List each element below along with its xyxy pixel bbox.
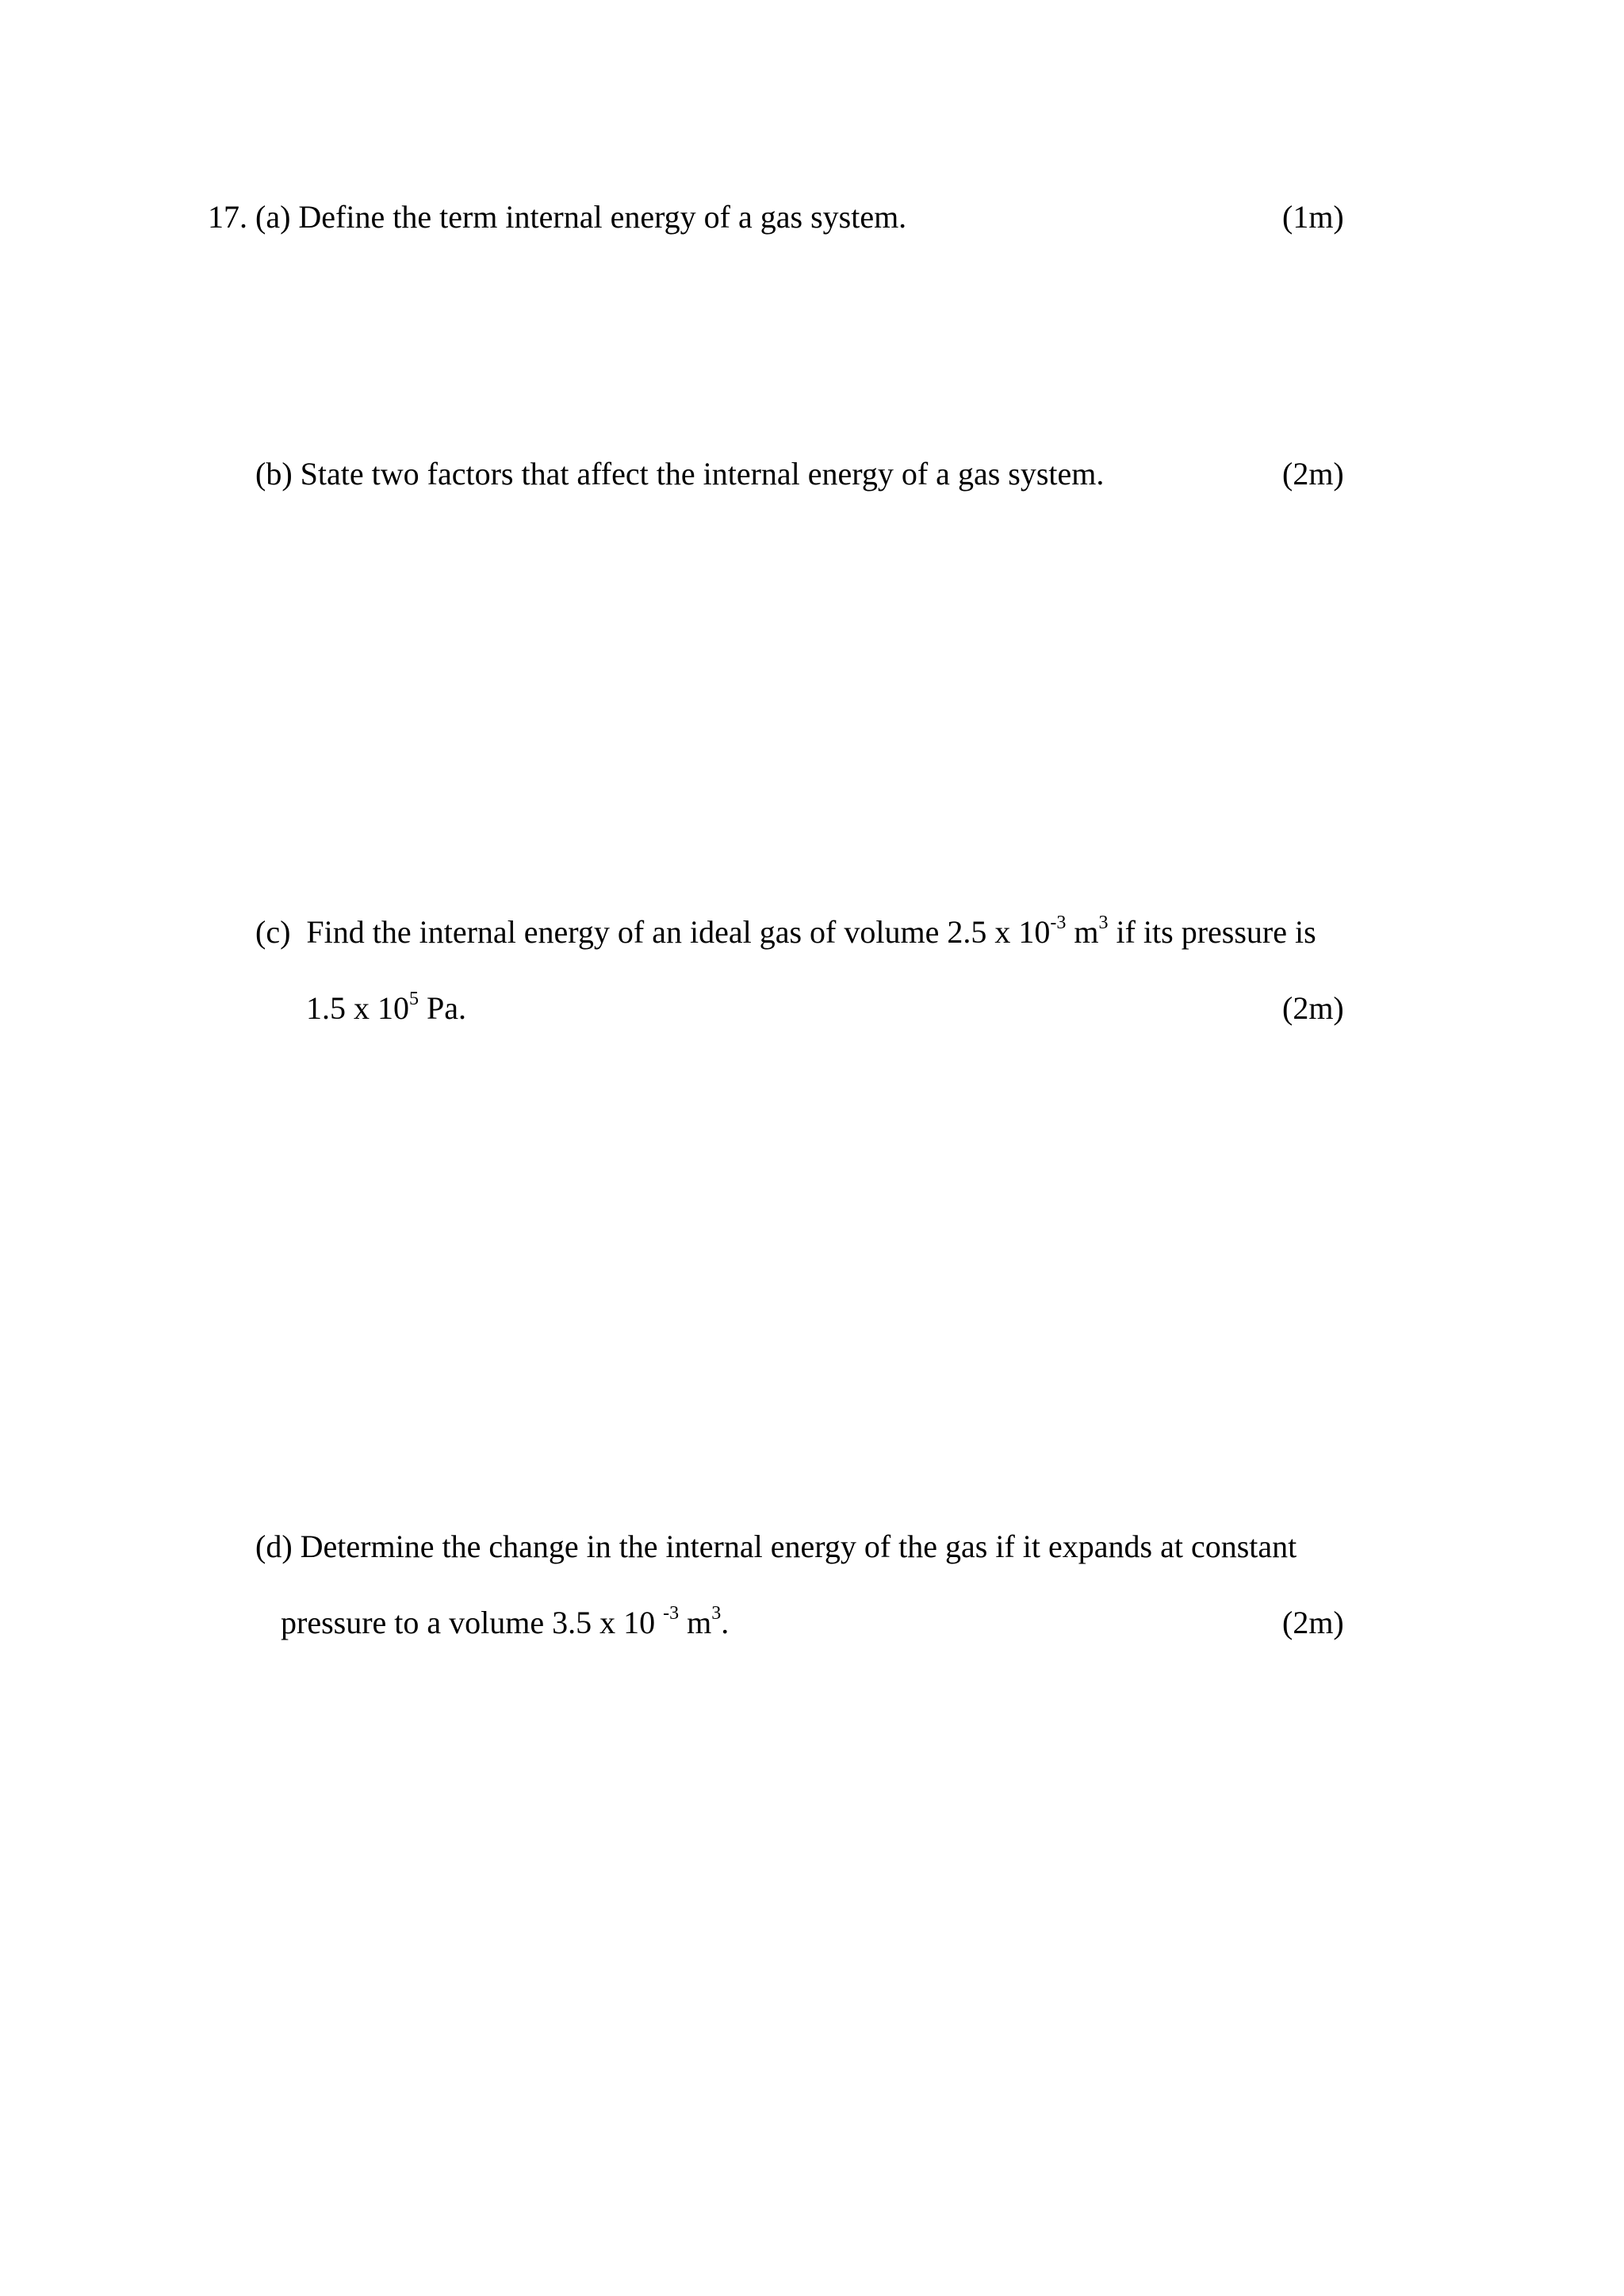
- part-d-marks: (2m): [1282, 1605, 1344, 1640]
- question-17d-line2: [281, 1604, 729, 1647]
- part-d-line2-text-1: pressure to a volume 3.5 x 10: [281, 1605, 664, 1640]
- part-b-marks: (2m): [1282, 456, 1344, 492]
- part-c-line2-exponent: 5: [409, 989, 419, 1009]
- part-c-marks: (2m): [1282, 990, 1344, 1026]
- part-d-line2-exponent-1: -3: [663, 1603, 680, 1624]
- part-b-text: State two factors that affect the internal energy of a gas system.: [300, 456, 1105, 492]
- part-d-label: (d): [255, 1529, 293, 1564]
- question-17a-line: [208, 198, 906, 236]
- part-d-line2-exponent-2: 3: [711, 1603, 722, 1624]
- part-a-label: (a): [255, 199, 291, 235]
- part-c-line2-text-2: Pa.: [419, 990, 466, 1026]
- part-d-text-line1: Determine the change in the internal energy of the gas if it expands at constant: [300, 1529, 1297, 1564]
- question-17c-line1: [255, 913, 1316, 956]
- part-c-text-2: m: [1066, 914, 1099, 950]
- part-a-text: Define the term internal energy of a gas system.: [298, 199, 907, 235]
- part-c-line2-text-1: 1.5 x 10: [306, 990, 409, 1026]
- question-17c-line2: [306, 989, 466, 1032]
- part-d-line2-text-3: .: [721, 1605, 730, 1640]
- question-17d-line1: [255, 1528, 1297, 1566]
- part-b-label: (b): [255, 456, 293, 492]
- part-a-marks: (1m): [1282, 199, 1344, 235]
- part-d-line2-text-2: m: [679, 1605, 712, 1640]
- question-number: 17.: [208, 199, 247, 235]
- part-c-label: (c): [255, 914, 291, 950]
- part-c-text-1: Find the internal energy of an ideal gas of volume 2.5 x 10: [306, 914, 1051, 950]
- part-c-text-3: if its pressure is: [1108, 914, 1316, 950]
- part-c-exponent-2: 3: [1098, 913, 1109, 933]
- part-c-exponent-1: -3: [1050, 913, 1067, 933]
- question-17b-line: [255, 455, 1104, 493]
